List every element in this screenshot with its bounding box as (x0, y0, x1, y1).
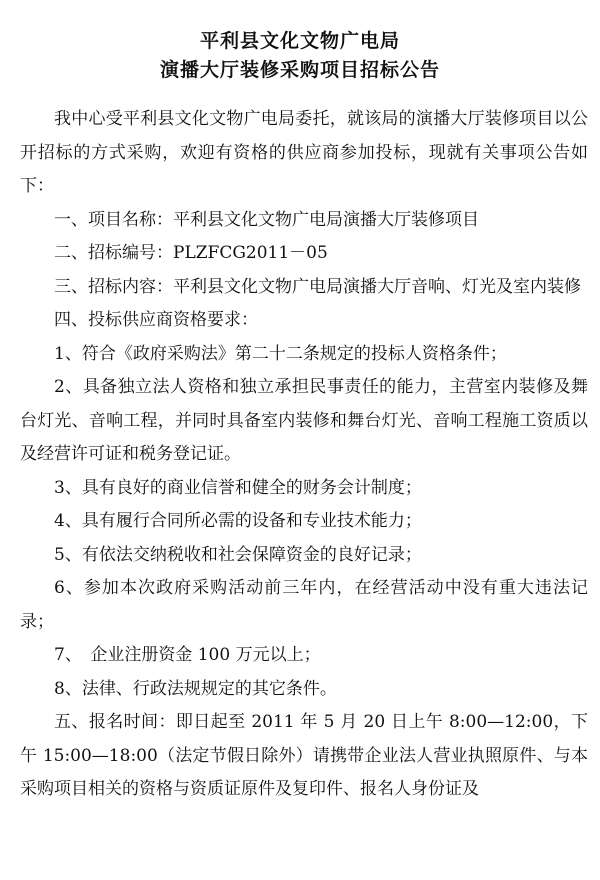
requirement-8: 8、法律、行政法规规定的其它条件。 (54, 678, 337, 699)
title-line-1: 平利县文化文物广电局 (199, 30, 400, 52)
requirement-2: 2、具备独立法人资格和独立承担民事责任的能力，主营室内装修及舞台灯光、音响工程，并同时具备室内装修和舞台灯光、音响工程施工资质以及经营许可证和税务登记证。 (20, 377, 588, 464)
registration-time: 五、报名时间：即日起至 2011 年 5 月 20 日上午 8:00—12:00，下午 15:00—18:00（法定节假日除外）请携带企业法人营业执照原件、与本采购项目相关的资格与资质证原件及复印件、报名人身份证及 (20, 712, 588, 799)
requirement-7: 7、 企业注册资金 100 万元以上； (54, 645, 321, 665)
requirement-5: 5、有依法交纳税收和社会保障资金的良好记录； (54, 544, 422, 565)
requirement-6: 6、参加本次政府采购活动前三年内，在经营活动中没有重大违法记录； (20, 578, 588, 632)
tender-number: 二、招标编号：PLZFCG2011－05 (54, 243, 328, 263)
project-name: 一、项目名称：平利县文化文物广电局演播大厅装修项目 (54, 209, 479, 230)
document-body (20, 103, 588, 807)
tender-content: 三、招标内容：平利县文化文物广电局演播大厅音响、灯光及室内装修 (54, 276, 581, 297)
requirement-4: 4、具有履行合同所必需的设备和专业技术能力； (54, 511, 422, 531)
qualification-heading: 四、投标供应商资格要求： (54, 310, 258, 330)
intro-paragraph: 我中心受平利县文化文物广电局委托，就该局的演播大厅装修项目以公开招标的方式采购，欢迎有资格的供应商参加投标，现就有关事项公告如下： (20, 109, 588, 196)
requirement-3: 3、具有良好的商业信誉和健全的财务会计制度； (54, 477, 422, 498)
requirement-1: 1、符合《政府采购法》第二十二条规定的投标人资格条件； (54, 343, 507, 364)
title-line-2: 演播大厅装修采购项目招标公告 (159, 59, 440, 81)
